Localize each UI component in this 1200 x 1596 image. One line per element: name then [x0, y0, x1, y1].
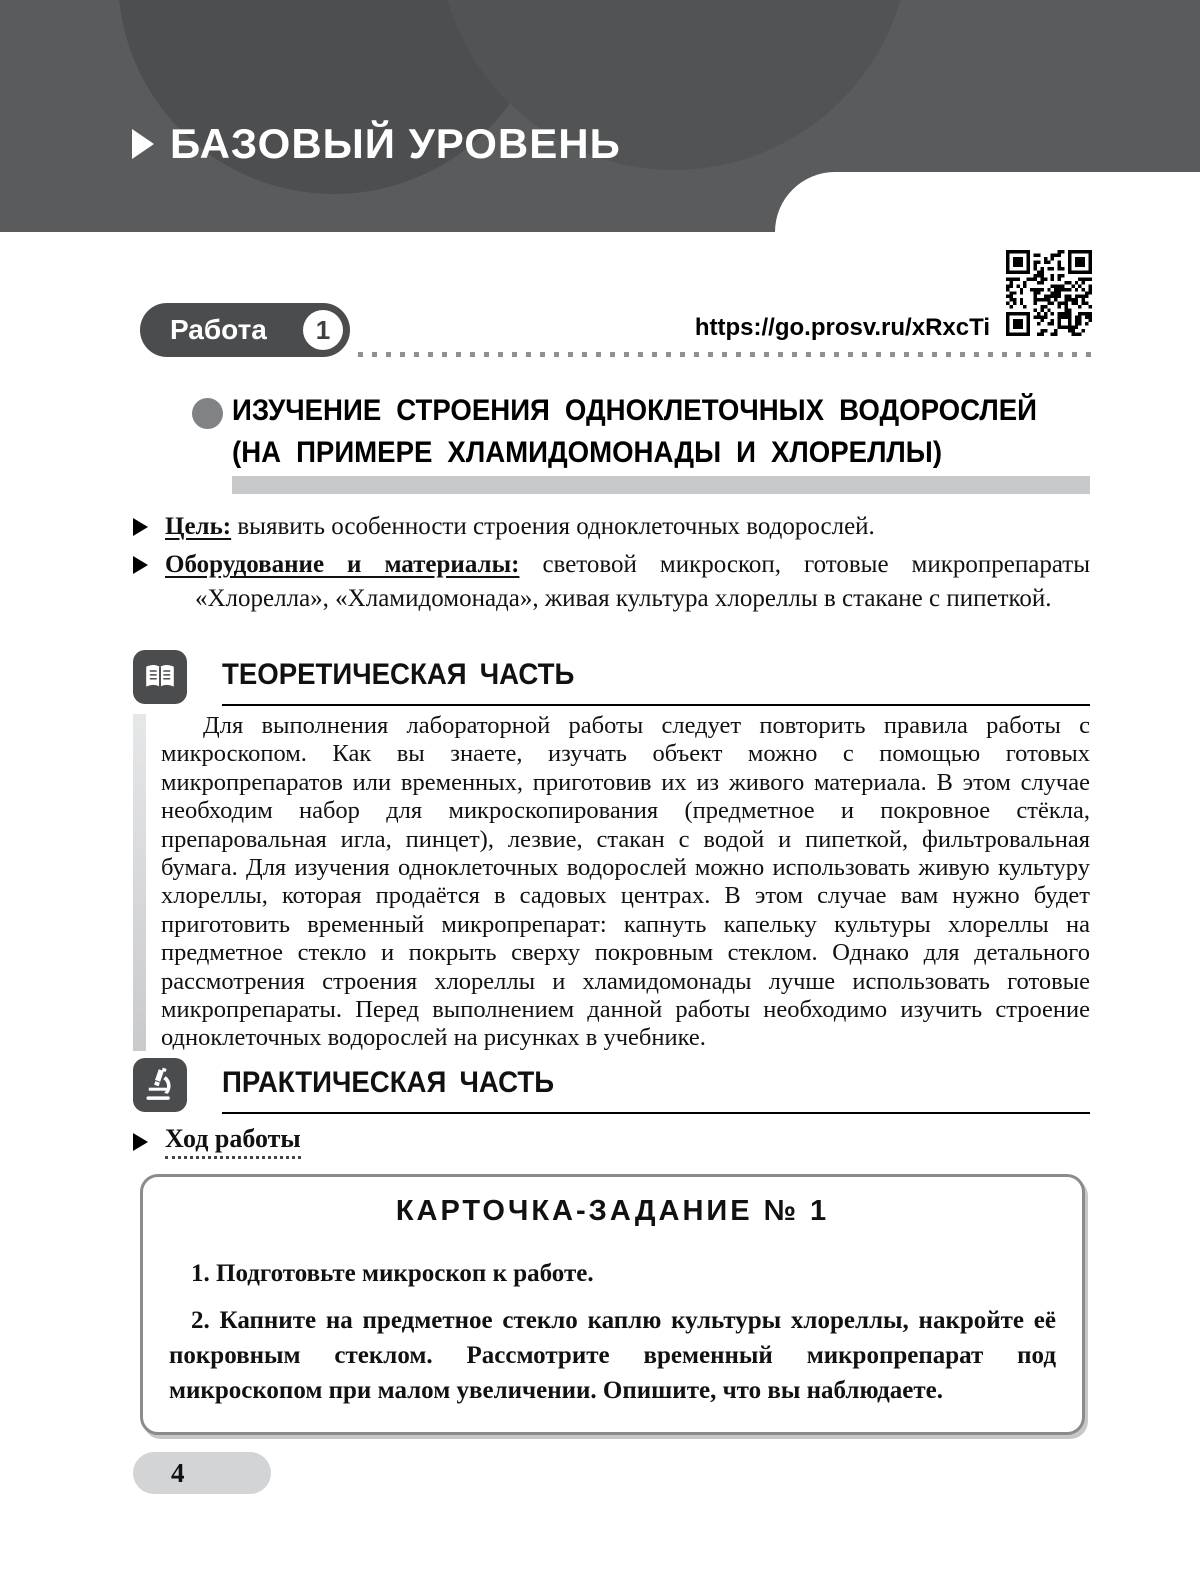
equipment-line	[165, 548, 1090, 616]
task-item-number: 2.	[191, 1307, 210, 1334]
practice-header	[133, 1058, 1090, 1114]
resource-url[interactable]: https://go.prosv.ru/xRxcTi	[694, 314, 990, 341]
dotted-divider	[358, 352, 1092, 357]
task-card-title: КАРТОЧКА-ЗАДАНИЕ № 1	[395, 1195, 830, 1227]
triangle-marker-icon	[133, 1133, 148, 1151]
task-item-text: Подготовьте микроскоп к работе.	[216, 1260, 594, 1287]
task-item-text: Капните на предметное стекло каплю культуры хлореллы, накройте её покровным стеклом. Рассмотрите временный микропрепарат под микроскопом при малом увеличении. Опишите, что вы наблюдаете.	[169, 1307, 1056, 1404]
theory-paragraph: Для выполнения лабораторной работы следует повторить правила работы с микроскопом. Как вы знаете, изучать объект можно с помощью готовых микропрепаратов или временных, приготовив их из живого материала. В этом случае необходим набор для микроскопирования (предметное и покровное стёкла, препаровальная игла, пинцет), лезвие, стакан с водой и пипеткой, фильтровальная бумага. Для изучения одноклеточных водорослей можно использовать живую культуру хлореллы, которая продаётся в садовых центрах. В этом случае вам нужно будет приготовить временный микропрепарат: капнуть капельку культуры хлореллы на предметное стекло и покрыть сверху покровным стеклом. Однако для детального рассмотрения строения хлореллы и хламидомонады лучше использовать готовые микропрепараты. Перед выполнением данной работы необходимо изучить строение одноклеточных водорослей на рисунках в учебнике.	[161, 712, 1090, 1052]
work-title-line2: (НА ПРИМЕРЕ ХЛАМИДОМОНАДЫ И ХЛОРЕЛЛЫ)	[232, 436, 943, 469]
theory-header	[133, 650, 1090, 706]
page-number: 4	[171, 1458, 185, 1488]
task-item-number: 1.	[191, 1260, 210, 1287]
goal-line	[165, 510, 1090, 544]
open-book-icon	[133, 650, 187, 704]
work-badge-number: 1	[303, 310, 343, 350]
side-bar-decoration	[133, 714, 146, 1051]
goal-text: выявить особенности строения одноклеточных водорослей.	[237, 513, 875, 540]
level-title: БАЗОВЫЙ УРОВЕНЬ	[170, 120, 621, 167]
procedure-subheading: Ход работы	[165, 1124, 301, 1154]
work-title	[232, 390, 1037, 474]
header-band	[0, 0, 1200, 232]
qr-code	[1006, 250, 1092, 336]
level-header	[132, 120, 621, 168]
page-number-pill	[133, 1452, 271, 1494]
work-badge-label: Работа	[170, 314, 267, 345]
task-item	[169, 1303, 1056, 1408]
triangle-marker-icon	[133, 518, 148, 536]
triangle-marker-icon	[132, 129, 154, 159]
theory-heading: ТЕОРЕТИЧЕСКАЯ ЧАСТЬ	[222, 650, 1090, 706]
work-title-line1: ИЗУЧЕНИЕ СТРОЕНИЯ ОДНОКЛЕТОЧНЫХ ВОДОРОСЛЕЙ	[232, 394, 1037, 427]
task-card	[140, 1174, 1085, 1435]
equipment-text: световой микроскоп, готовые микропрепараты «Хлорелла», «Хламидомонада», живая культура хлореллы в стакане с пипеткой.	[195, 551, 1091, 612]
triangle-marker-icon	[133, 556, 148, 574]
equipment-label: Оборудование и материалы:	[165, 551, 520, 578]
work-badge	[140, 303, 350, 357]
page-corner-cutout	[775, 172, 1200, 232]
microscope-icon	[133, 1058, 187, 1112]
practice-heading: ПРАКТИЧЕСКАЯ ЧАСТЬ	[222, 1058, 1090, 1114]
theory-section	[133, 712, 1090, 1053]
title-underbar	[232, 476, 1090, 494]
task-item	[169, 1256, 1056, 1291]
goal-label: Цель:	[165, 513, 232, 540]
section-bullet-icon	[192, 398, 223, 429]
